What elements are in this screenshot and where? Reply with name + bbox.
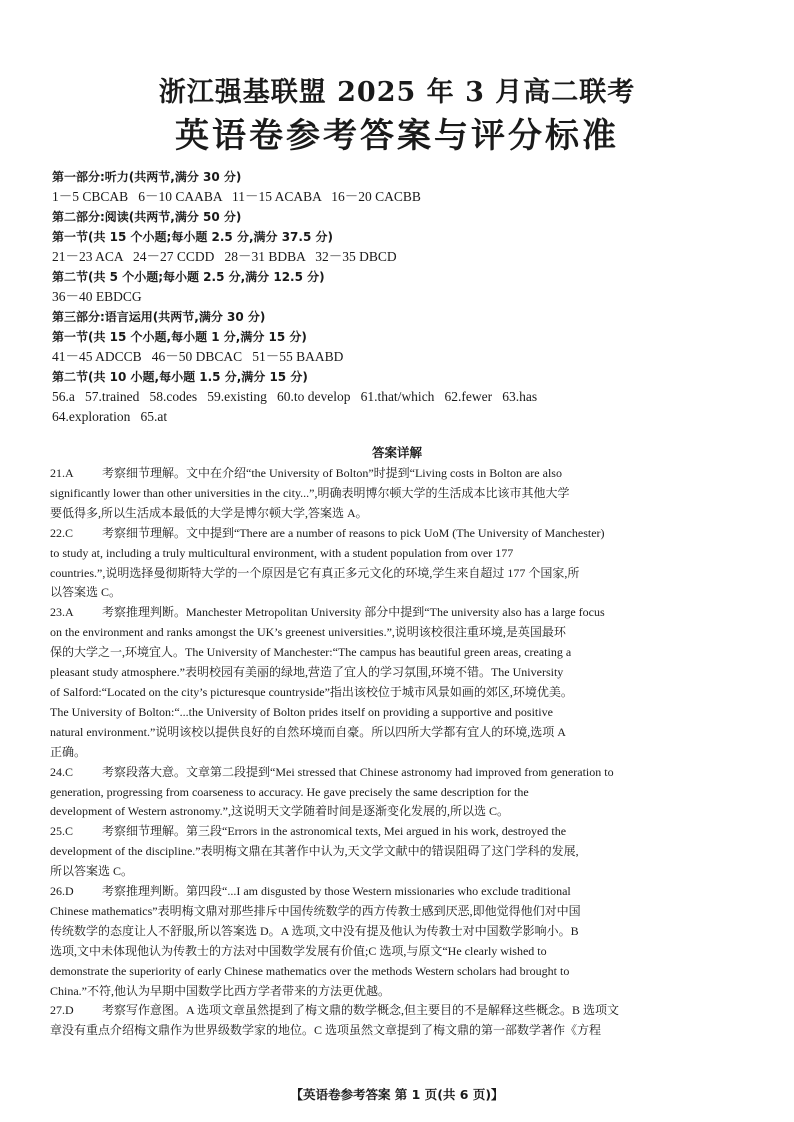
explanation-line: 考察细节理解。文中提到“There are a number of reasons to pick UoM (The University of Manchester) bbox=[102, 525, 605, 540]
question-number: 23.A bbox=[50, 605, 74, 620]
explanation-line: to study at, including a truly multicultural environment, with a student population from over 177 bbox=[50, 545, 514, 560]
question-number: 21.A bbox=[50, 466, 74, 480]
explanation-line: significantly lower than other universities in the city...”,明确表明博尔顿大学的生活成本比该市其他大学 bbox=[50, 485, 570, 500]
explanation-line: on the environment and ranks amongst the UK’s greenest universities.”,说明该校很注重环境,是英国最环 bbox=[50, 625, 566, 640]
answer-details bbox=[50, 464, 740, 1041]
detail-item bbox=[50, 822, 740, 882]
explanation-line: 考察细节理解。第三段“Errors in the astronomical texts, Mei argued in his work, destroyed the bbox=[102, 824, 567, 839]
exam-title: 浙江强基联盟 2025 年 3 月高二联考 bbox=[158, 77, 636, 108]
explanation-line: development of the discipline.”表明梅文鼎在其著作中认为,天文学文献中的错误阻碍了这门学科的发展, bbox=[50, 844, 579, 859]
explanation-line: 考察写作意图。A 选项文章虽然提到了梅文鼎的数学概念,但主要目的不是解释这些概念。B 选项文 bbox=[102, 1003, 620, 1018]
explanation-line: demonstrate the superiority of early Chinese mathematics over the methods Western scholars had brought to bbox=[50, 963, 570, 978]
explanation-line: 所以答案选 C。 bbox=[50, 864, 134, 879]
explanation-line: 考察推理判断。第四段“...I am disgusted by those Western missionaries who exclude traditional bbox=[102, 884, 571, 899]
detail-item bbox=[50, 1001, 740, 1041]
detail-item bbox=[50, 464, 740, 524]
question-number: 22.C bbox=[50, 525, 74, 540]
explanation-line: 要低得多,所以生活成本最低的大学是博尔顿大学,答案选 A。 bbox=[50, 505, 368, 520]
detail-item bbox=[50, 524, 740, 604]
detail-item bbox=[50, 603, 740, 762]
explanation-line: 正确。 bbox=[50, 744, 87, 759]
part3-section1-answers: 41－45 ADCCB 46－50 DBCAC 51－55 BAABD bbox=[52, 349, 344, 364]
part3-section1-heading: 第一节(共 15 个小题,每小题 1 分,满分 15 分) bbox=[52, 330, 307, 344]
question-number: 27.D bbox=[50, 1003, 74, 1018]
explanation-line: 考察段落大意。文章第二段提到“Mei stressed that Chinese astronomy had improved from generation to bbox=[102, 764, 614, 779]
explanation-line: of Salford:“Located on the city’s picturesque countryside”指出该校位于城市风景如画的郊区,环境优美。 bbox=[50, 684, 573, 699]
explanation-line: 考察推理判断。Manchester Metropolitan University 部分中提到“The university also has a large focus bbox=[102, 605, 605, 620]
page-footer: 【英语卷参考答案 第 1 页(共 6 页)】 bbox=[290, 1087, 504, 1102]
part3-section2-answers-line2: 64.exploration 65.at bbox=[52, 409, 168, 424]
document-title: 英语卷参考答案与评分标准 bbox=[175, 116, 619, 156]
explanation-line: 以答案选 C。 bbox=[50, 585, 122, 600]
part2-heading: 第二部分:阅读(共两节,满分 50 分) bbox=[52, 210, 242, 224]
part3-section2-answers-line1: 56.a 57.trained 58.codes 59.existing 60.to develop 61.that/which 62.fewer 63.has bbox=[52, 389, 538, 404]
explanation-line: Chinese mathematics”表明梅文鼎对那些排斥中国传统数学的西方传教士感到厌恶,即他觉得他们对中国 bbox=[50, 903, 581, 918]
explanation-line: generation, progressing from coarseness to accuracy. He gave precisely the same description for the bbox=[50, 784, 529, 799]
part2-section2-heading: 第二节(共 5 个小题;每小题 2.5 分,满分 12.5 分) bbox=[52, 270, 325, 284]
explanation-line: China.”不符,他认为早期中国数学比西方学者带来的方法更优越。 bbox=[50, 983, 390, 998]
part1-answers: 1－5 CBCAB 6－10 CAABA 11－15 ACABA 16－20 CACBB bbox=[52, 189, 421, 204]
explanation-line: 考察细节理解。文中在介绍“the University of Bolton”时提到“Living costs in Bolton are also bbox=[102, 466, 562, 480]
part2-section2-answers: 36－40 EBDCG bbox=[52, 289, 142, 304]
explanation-line: 传统数学的态度让人不舒服,所以答案选 D。A 选项,文中没有提及他认为传教士对中国数学影响小。B bbox=[50, 923, 579, 938]
explanation-line: The University of Bolton:“...the University of Bolton prides itself on providing a supportive and positive bbox=[50, 704, 553, 719]
part3-section2-heading: 第二节(共 10 小题,每小题 1.5 分,满分 15 分) bbox=[52, 370, 308, 384]
explanation-line: pleasant study atmosphere.”表明校园有美丽的绿地,营造了宜人的学习氛围,环境不错。The University bbox=[50, 665, 564, 680]
explanation-line: 选项,文中未体现他认为传教士的方法对中国数学发展有价值;C 选项,与原文“He clearly wished to bbox=[50, 943, 547, 958]
explanation-line: 章没有重点介绍梅文鼎作为世界级数学家的地位。C 选项虽然文章提到了梅文鼎的第一部数学著作《方程 bbox=[50, 1023, 602, 1038]
question-number: 26.D bbox=[50, 884, 74, 899]
explanation-line: development of Western astronomy.”,这说明天文学随着时间是逐渐变化发展的,所以选 C。 bbox=[50, 804, 509, 819]
details-heading: 答案详解 bbox=[371, 445, 422, 460]
answer-key-section bbox=[52, 167, 752, 427]
part2-section1-answers: 21－23 ACA 24－27 CCDD 28－31 BDBA 32－35 DBCD bbox=[52, 249, 397, 264]
explanation-line: 保的大学之一,环境宜人。The University of Manchester:“The campus has beautiful green areas, creating a bbox=[50, 645, 572, 660]
part1-heading: 第一部分:听力(共两节,满分 30 分) bbox=[52, 170, 242, 184]
part2-section1-heading: 第一节(共 15 个小题;每小题 2.5 分,满分 37.5 分) bbox=[52, 230, 333, 244]
explanation-line: natural environment.”说明该校以提供良好的自然环境而自豪。所以四所大学都有宜人的环境,选项 A bbox=[50, 724, 566, 739]
question-number: 24.C bbox=[50, 764, 74, 779]
detail-item bbox=[50, 882, 740, 1001]
part3-heading: 第三部分:语言运用(共两节,满分 30 分) bbox=[52, 310, 266, 324]
explanation-line: countries.”,说明选择曼彻斯特大学的一个原因是它有真正多元文化的环境,学生来自超过 177 个国家,所 bbox=[50, 565, 580, 580]
question-number: 25.C bbox=[50, 824, 74, 839]
detail-item bbox=[50, 763, 740, 823]
